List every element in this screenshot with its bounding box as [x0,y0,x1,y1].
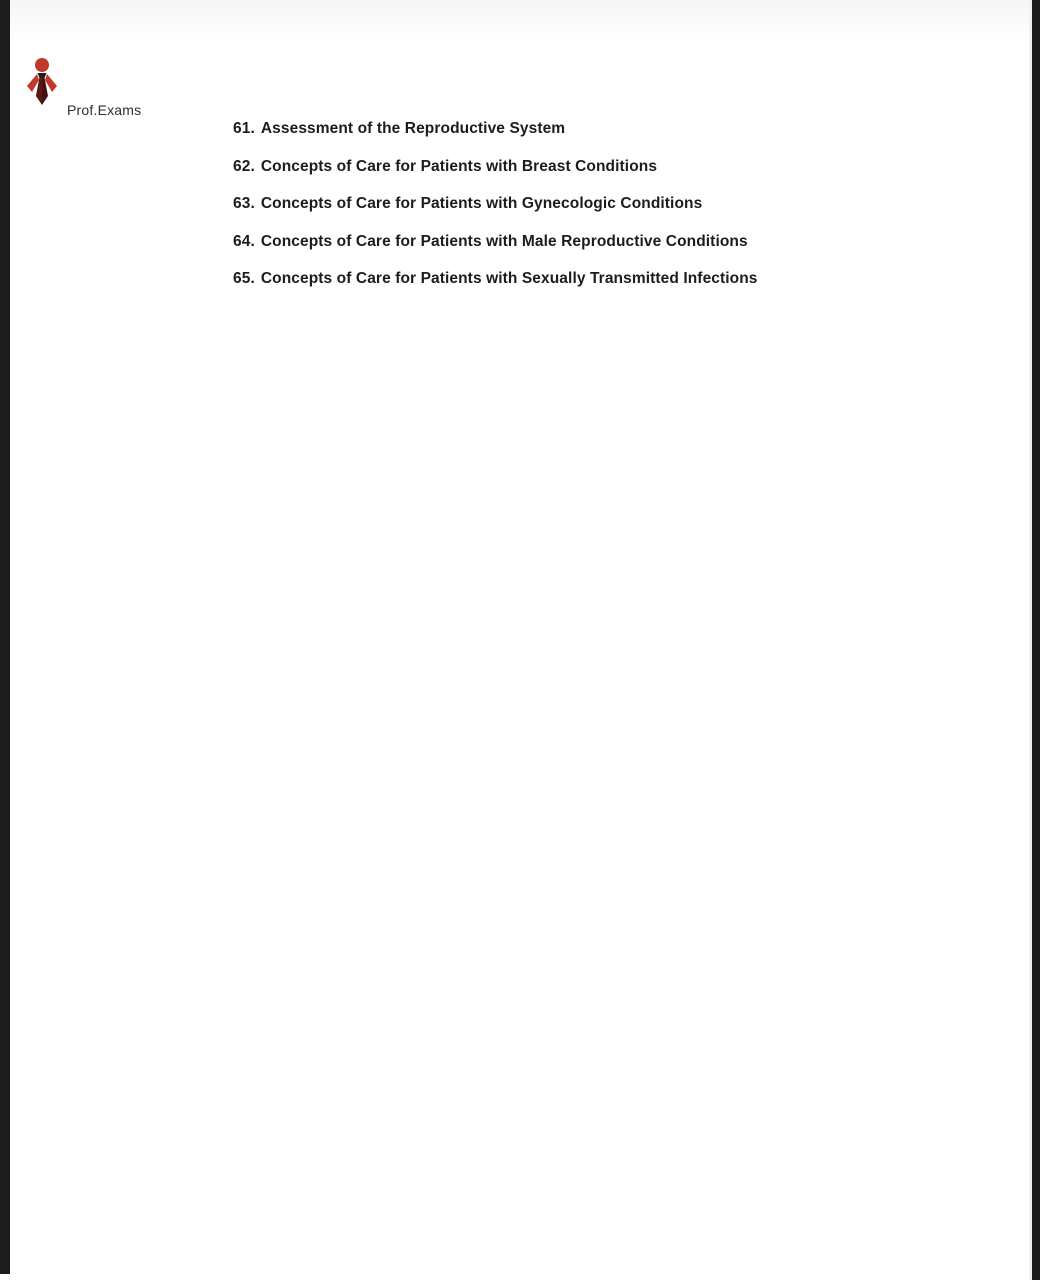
chapter-title: Concepts of Care for Patients with Gynecologic Conditions [260,195,703,212]
chapter-list-item [233,260,758,298]
chapter-title: Concepts of Care for Patients with Breast Conditions [260,157,658,175]
chapter-list-item [233,110,758,148]
chapter-list-item [233,185,758,223]
chapter-number: 62. [233,157,255,175]
scan-edge-bar-left [0,0,10,1274]
chapter-list-item [233,223,758,261]
chapter-title: Concepts of Care for Patients with Sexually Transmitted Infections [260,270,758,287]
prof-exams-person-logo-icon [23,57,61,109]
chapter-number: 64. [233,232,255,250]
chapter-number: 65. [233,270,255,287]
chapter-list-item [233,148,758,186]
page-top-shading [10,0,1029,38]
chapter-list [233,110,758,298]
chapter-number: 63. [233,195,255,212]
chapter-title: Concepts of Care for Patients with Male Reproductive Conditions [260,232,748,250]
chapter-title: Assessment of the Reproductive System [260,120,566,137]
chapter-number: 61. [233,120,255,137]
scan-edge-bar-right [1032,0,1040,1280]
brand-name: Prof.Exams [67,102,142,118]
